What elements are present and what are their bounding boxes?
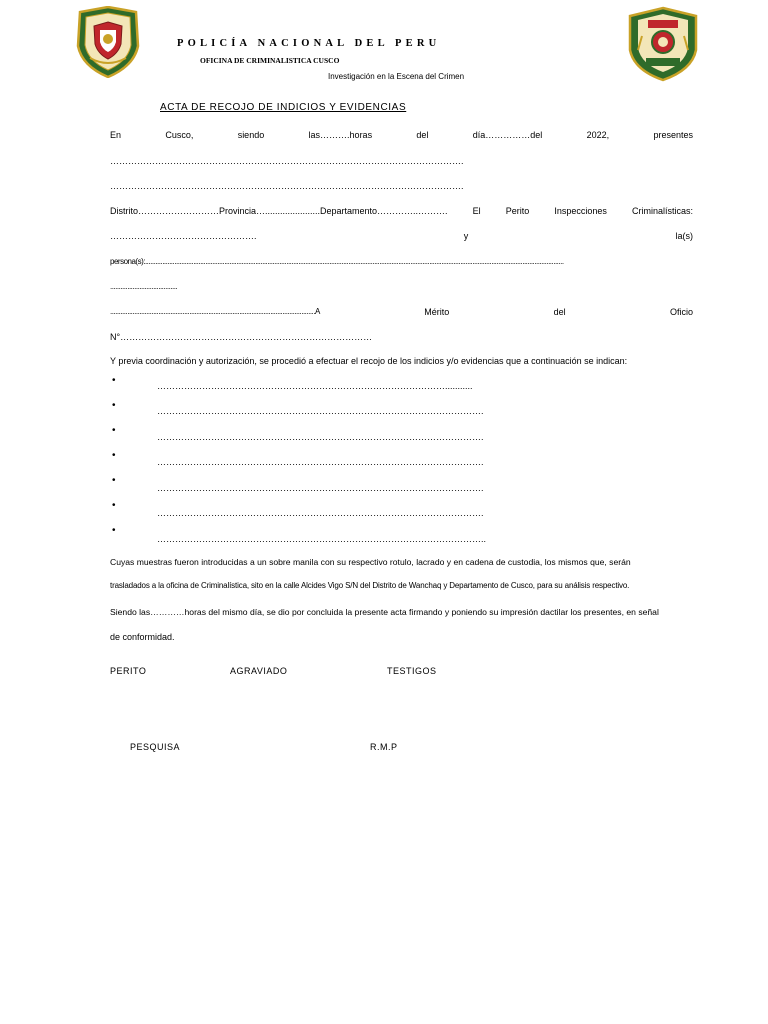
signature-perito: PERITO bbox=[110, 666, 147, 676]
org-title: POLICÍA NACIONAL DEL PERU bbox=[177, 38, 441, 49]
intro-line-1 bbox=[110, 130, 693, 140]
signature-rmp: R.M.P bbox=[370, 742, 398, 752]
signature-pesquisa: PESQUISA bbox=[130, 742, 181, 752]
signature-agraviado: AGRAVIADO bbox=[230, 666, 288, 676]
list-item: ……………………………………………………………………………………........... bbox=[157, 381, 473, 391]
bullet: • bbox=[112, 450, 116, 461]
bullet: • bbox=[112, 500, 116, 511]
word: y bbox=[463, 231, 469, 241]
word: presentes bbox=[653, 130, 693, 140]
word: Mérito bbox=[424, 307, 450, 317]
word: Cusco, bbox=[165, 130, 194, 140]
list-item: ………………………………………………………………………………………………. bbox=[157, 432, 484, 442]
hour-field: las……….horas bbox=[308, 130, 373, 140]
blank-line: ....................................... bbox=[110, 282, 178, 291]
word: la(s) bbox=[675, 231, 693, 241]
word: Oficio bbox=[669, 307, 693, 317]
location-fields: Distrito………………………Provincia…......................Departamento…………..………. bbox=[110, 206, 448, 216]
word: Criminalísticas: bbox=[631, 206, 693, 216]
custody-paragraph-line-1: Cuyas muestras fueron introducidas a un sobre manila con su respectivo rotulo, lacrado y en cadena de custodia, los mismos que, serán bbox=[110, 557, 631, 567]
bullet: • bbox=[112, 425, 116, 436]
word: Inspecciones bbox=[554, 206, 607, 216]
org-unit: Investigación en la Escena del Crimen bbox=[328, 72, 465, 81]
merito-line bbox=[110, 307, 693, 317]
bullet: • bbox=[112, 475, 116, 486]
signature-testigos: TESTIGOS bbox=[387, 666, 437, 676]
location-line bbox=[110, 206, 693, 216]
document-title: ACTA DE RECOJO DE INDICIOS Y EVIDENCIAS bbox=[160, 102, 407, 113]
word: En bbox=[110, 130, 122, 140]
word: del bbox=[553, 307, 566, 317]
word: Perito bbox=[505, 206, 530, 216]
perito-field: …………………………………………. bbox=[110, 231, 257, 241]
items-intro: Y previa coordinación y autorización, se procedió a efectuar el recojo de los indicios y/o evidencias que a continuación se indican: bbox=[110, 356, 628, 366]
list-item: ………………………………………………………………………………………………. bbox=[157, 457, 484, 467]
oficio-line: N°………………………………………………………………………… bbox=[110, 332, 373, 342]
persons-line: persona(s):................................................................................................................................................................................................................................................... bbox=[110, 257, 564, 266]
perito-line bbox=[110, 231, 693, 241]
blank-line: ………………………………………………………………………………………………………. bbox=[110, 181, 464, 191]
list-item: ………………………………………………………………………………………………. bbox=[157, 406, 484, 416]
word: siendo bbox=[237, 130, 265, 140]
org-subtitle: OFICINA DE CRIMINALISTICA CUSCO bbox=[200, 56, 340, 65]
bullet: • bbox=[112, 525, 116, 536]
list-item: ………………………………………………………………………………………………. bbox=[157, 508, 484, 518]
closing-paragraph-line-2: de conformidad. bbox=[110, 632, 175, 642]
day-field: día……………del bbox=[472, 130, 543, 140]
closing-paragraph-line-1: Siendo las…………horas del mismo día, se dio por concluida la presente acta firmando y poniendo su impresión dactilar los presentes, en señal bbox=[110, 607, 659, 617]
word: El bbox=[472, 206, 481, 216]
bullet: • bbox=[112, 375, 116, 386]
blank-line: ………………………………………………………………………………………………………. bbox=[110, 156, 464, 166]
list-item: ……………………………………………………………………………………………….. bbox=[157, 534, 487, 544]
year: 2022, bbox=[586, 130, 610, 140]
list-item: ………………………………………………………………………………………………. bbox=[157, 483, 484, 493]
word: del bbox=[416, 130, 429, 140]
pnp-seal-logo bbox=[74, 6, 142, 78]
custody-paragraph-line-2: trasladados a la oficina de Criminalística, sito en la calle Alcides Vigo S/N del Distrito de Wanchaq y Departamento de Cusco, para su análisis respectivo. bbox=[110, 581, 630, 590]
merito-field: .......................................................................................................................A bbox=[110, 307, 320, 316]
criminalistica-seal-logo bbox=[624, 6, 702, 82]
bullet: • bbox=[112, 400, 116, 411]
